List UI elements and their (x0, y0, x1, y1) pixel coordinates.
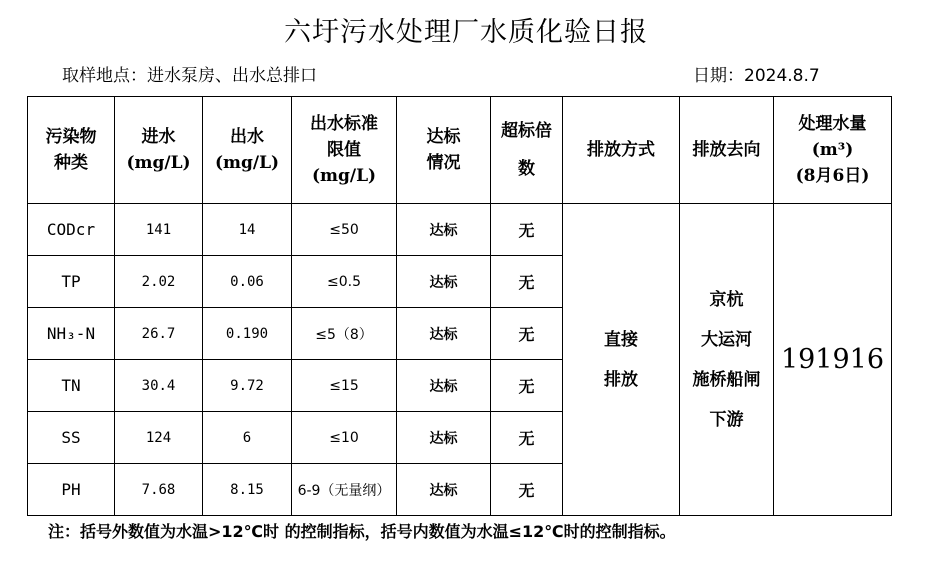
limit-cell: ≤5（8） (292, 308, 397, 360)
effluent-cell: 6 (203, 412, 292, 464)
effluent-cell: 8.15 (203, 464, 292, 516)
header-limit: 出水标准 限值 (mg/L) (292, 97, 397, 204)
limit-cell: ≤15 (292, 360, 397, 412)
effluent-cell: 0.06 (203, 256, 292, 308)
report-date: 日期：2024.8.7 (693, 66, 820, 86)
status-cell: 达标 (397, 204, 491, 256)
status-cell: 达标 (397, 256, 491, 308)
param-cell: CODcr (28, 204, 115, 256)
status-cell: 达标 (397, 308, 491, 360)
header-discharge-destination: 排放去向 (680, 97, 774, 204)
excess-cell: 无 (491, 204, 563, 256)
limit-cell: ≤0.5 (292, 256, 397, 308)
header-influent: 进水 (mg/L) (115, 97, 203, 204)
header-status: 达标 情况 (397, 97, 491, 204)
table-row (28, 204, 892, 256)
excess-cell: 无 (491, 360, 563, 412)
excess-cell: 无 (491, 256, 563, 308)
param-cell: TP (28, 256, 115, 308)
influent-cell: 7.68 (115, 464, 203, 516)
param-cell: NH₃-N (28, 308, 115, 360)
limit-cell: 6-9（无量纲） (292, 464, 397, 516)
discharge-method-cell: 直接 排放 (563, 204, 680, 516)
influent-cell: 2.02 (115, 256, 203, 308)
header-volume: 处理水量 (m³) (8月6日) (774, 97, 892, 204)
excess-cell: 无 (491, 412, 563, 464)
limit-cell: ≤50 (292, 204, 397, 256)
param-cell: SS (28, 412, 115, 464)
param-cell: PH (28, 464, 115, 516)
table-header-row (28, 97, 892, 204)
influent-cell: 30.4 (115, 360, 203, 412)
excess-cell: 无 (491, 464, 563, 516)
status-cell: 达标 (397, 412, 491, 464)
water-quality-table (27, 96, 892, 516)
effluent-cell: 14 (203, 204, 292, 256)
param-cell: TN (28, 360, 115, 412)
sampling-site: 取样地点：进水泵房、出水总排口 (62, 66, 317, 86)
excess-cell: 无 (491, 308, 563, 360)
influent-cell: 141 (115, 204, 203, 256)
header-excess: 超标倍 数 (491, 97, 563, 204)
discharge-destination-cell: 京杭 大运河 施桥船闸 下游 (680, 204, 774, 516)
header-discharge-method: 排放方式 (563, 97, 680, 204)
footnote: 注：括号外数值为水温>12℃时 的控制指标，括号内数值为水温≤12℃时的控制指标。 (48, 522, 676, 541)
header-param: 污染物 种类 (28, 97, 115, 204)
status-cell: 达标 (397, 360, 491, 412)
effluent-cell: 0.190 (203, 308, 292, 360)
effluent-cell: 9.72 (203, 360, 292, 412)
page-title: 六圩污水处理厂水质化验日报 (284, 17, 648, 48)
limit-cell: ≤10 (292, 412, 397, 464)
influent-cell: 26.7 (115, 308, 203, 360)
header-effluent: 出水 (mg/L) (203, 97, 292, 204)
volume-cell: 191916 (774, 204, 892, 516)
status-cell: 达标 (397, 464, 491, 516)
influent-cell: 124 (115, 412, 203, 464)
